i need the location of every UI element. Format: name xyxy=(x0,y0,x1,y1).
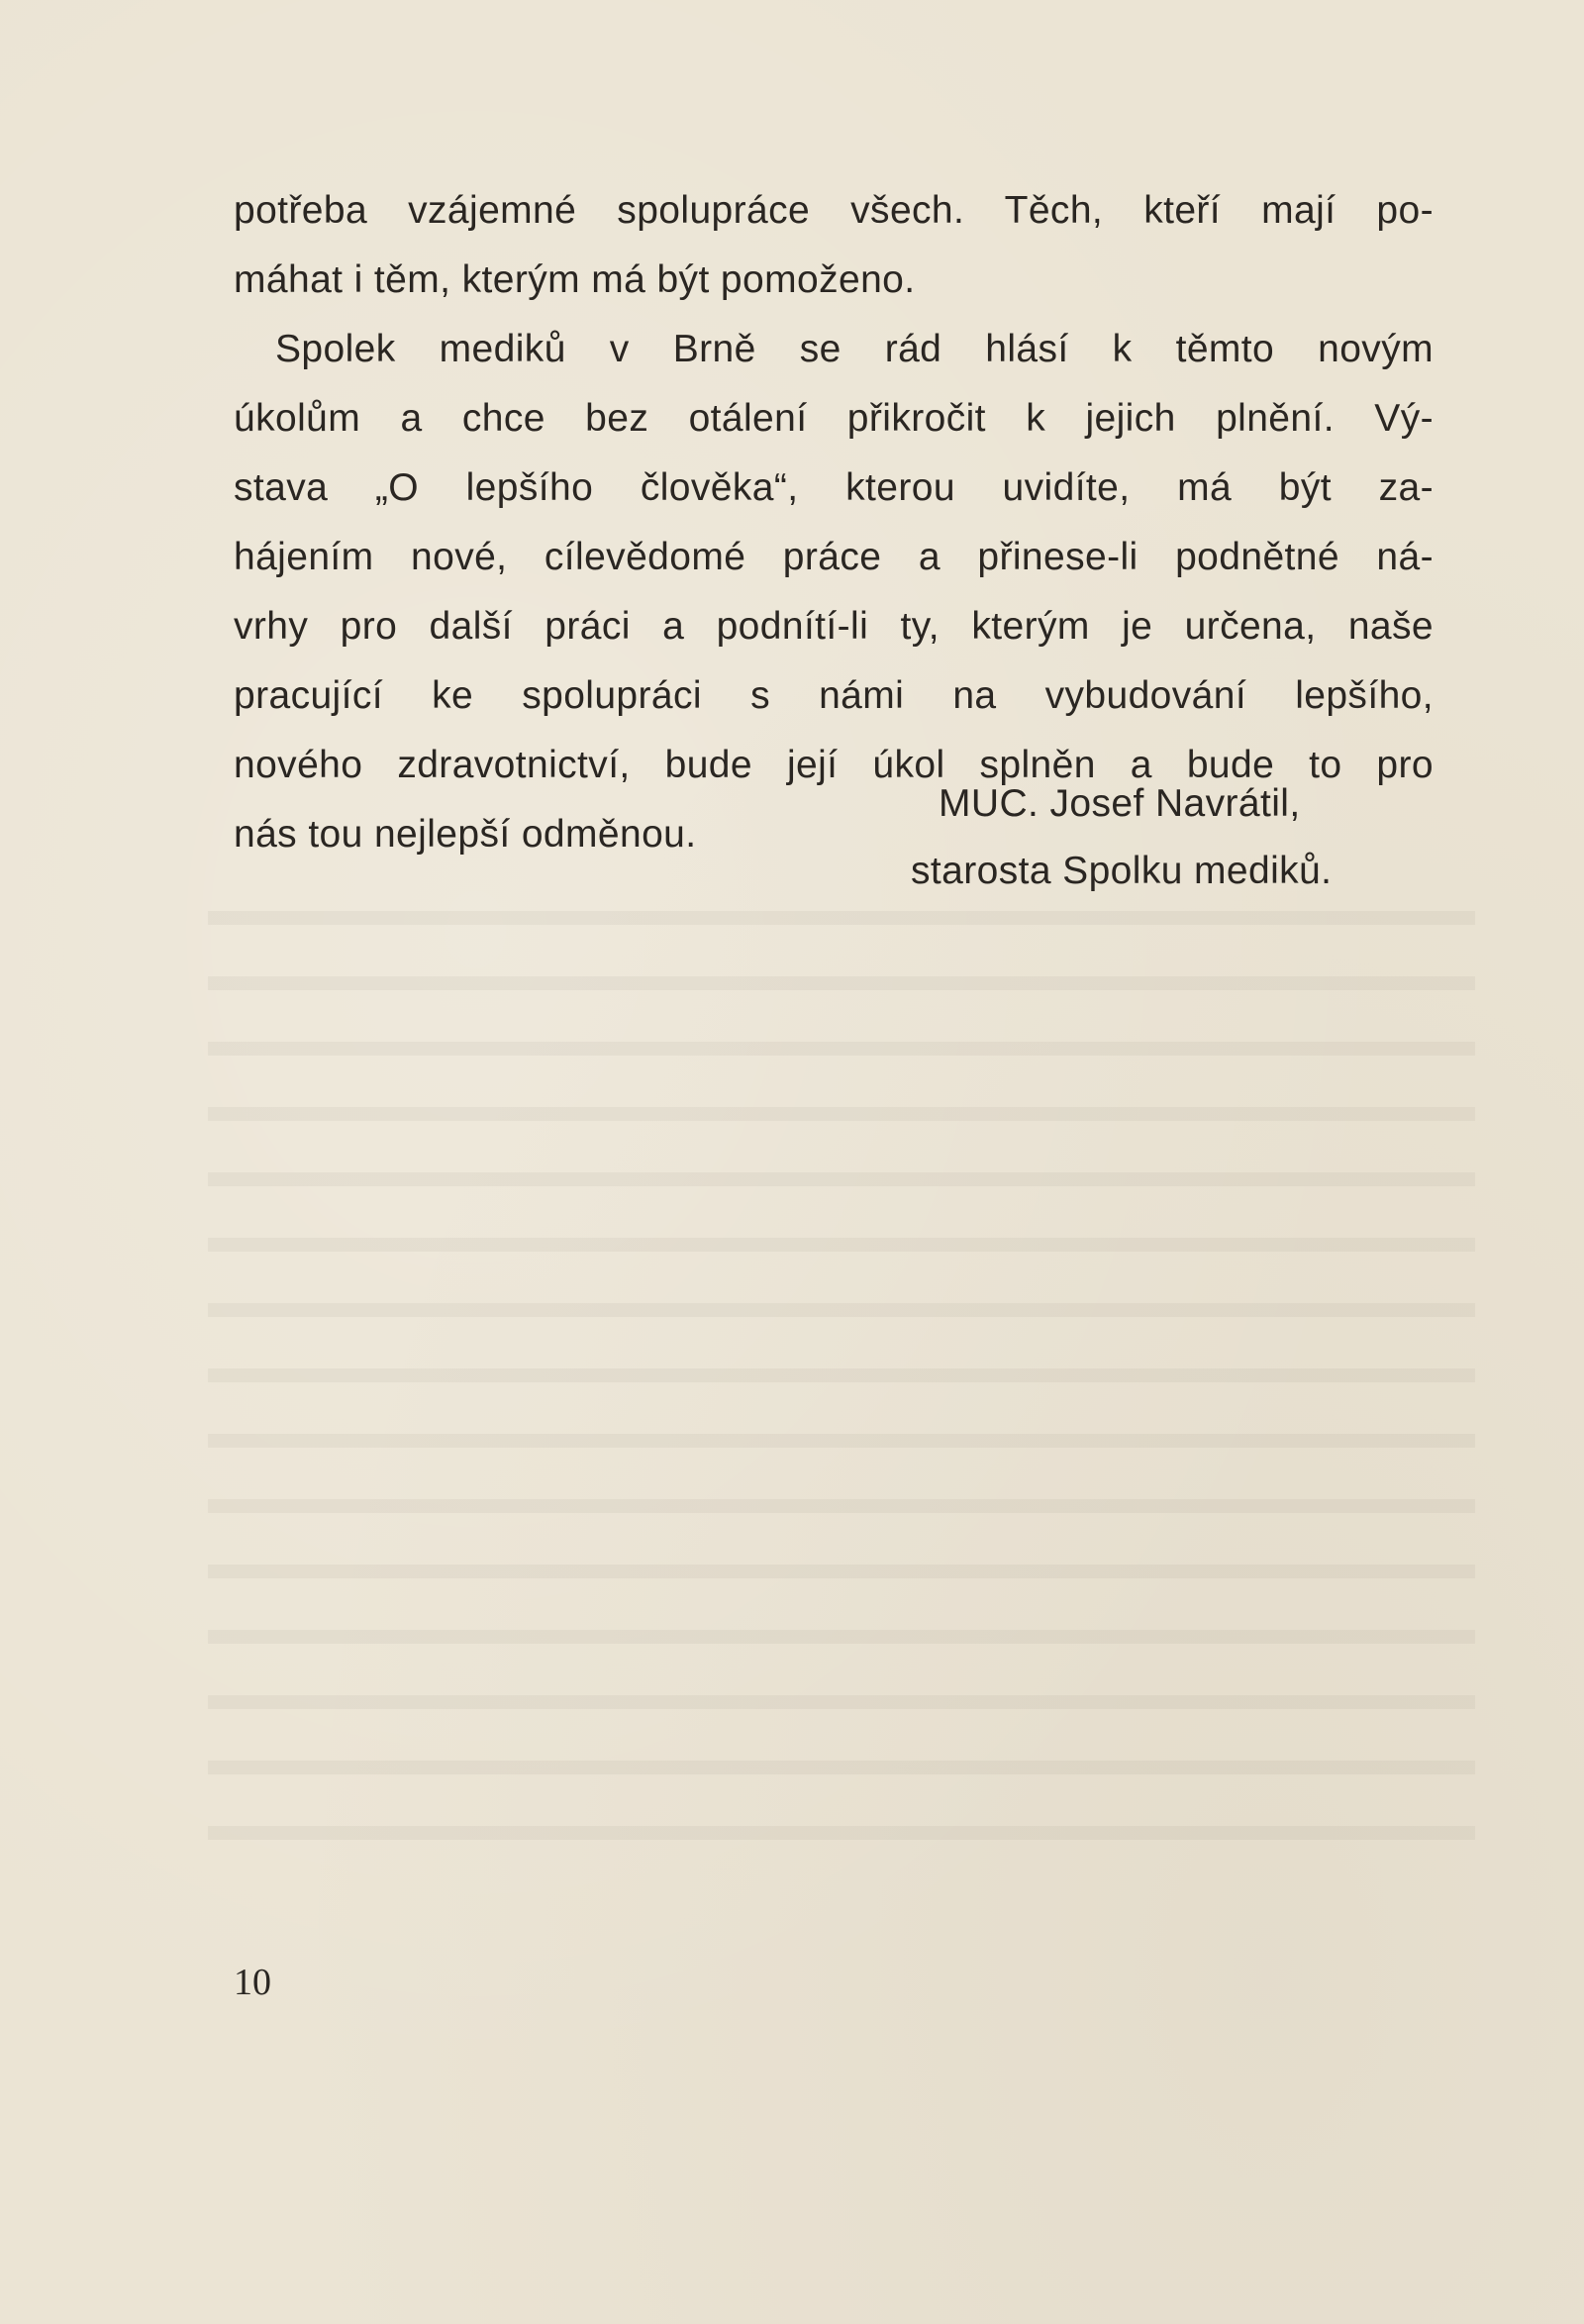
body-line: stava „O lepšího člověka“, kterou uvidíte, má být za- xyxy=(234,466,1434,509)
body-line: nás tou nejlepší odměnou. xyxy=(234,813,697,856)
signature-block xyxy=(911,770,1406,905)
body-line: potřeba vzájemné spolupráce všech. Těch, kteří mají po- xyxy=(234,189,1434,232)
body-line: máhat i těm, kterým má být pomoženo. xyxy=(234,258,916,301)
body-line: vrhy pro další práci a podnítí-li ty, kterým je určena, naše xyxy=(234,605,1434,648)
body-line: Spolek mediků v Brně se rád hlásí k těmto novým xyxy=(275,328,1434,370)
body-line: nového zdravotnictví, bude její úkol splněn a bude to pro xyxy=(234,744,1434,786)
body-line: pracující ke spolupráci s námi na vybudování lepšího, xyxy=(234,674,1434,717)
signature-title: starosta Spolku mediků. xyxy=(911,850,1333,892)
body-line: hájením nové, cílevědomé práce a přinese-li podnětné ná- xyxy=(234,536,1434,578)
show-through-texture xyxy=(208,871,1475,1871)
body-text xyxy=(234,176,1434,869)
page-number: 10 xyxy=(234,1962,271,2003)
body-line: úkolům a chce bez otálení přikročit k jejich plnění. Vý- xyxy=(234,397,1434,440)
signature-name: MUC. Josef Navrátil, xyxy=(939,782,1301,825)
